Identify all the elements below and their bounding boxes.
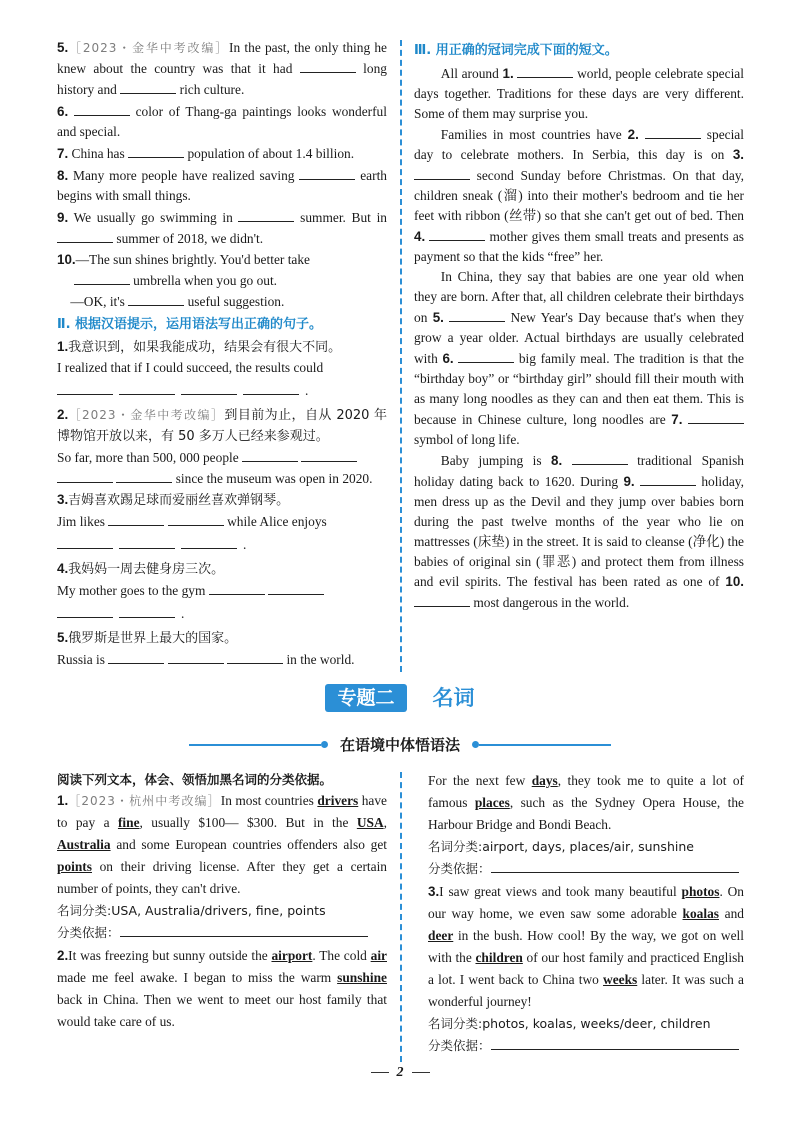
answer-blank[interactable] (209, 580, 265, 595)
column-divider-top (400, 40, 402, 672)
answer-blank[interactable] (168, 649, 224, 664)
answer-blank[interactable] (57, 534, 113, 549)
page-number: 2 (0, 1063, 800, 1083)
right-column-bottom (428, 770, 744, 1058)
source-tag: ［2023・金华中考改编］ (68, 41, 230, 55)
section-banner (0, 734, 800, 755)
example-2-continued: For the next few days, they took me to quite a lot of famous places, such as the Sydney Opera House, the Harbour Bridge and Bondi Beach. 名词分类:airport, days, places/air, sunshine 分类依据： (428, 773, 744, 876)
banner-line-left (189, 744, 321, 746)
answer-blank[interactable] (57, 228, 113, 243)
answer-blank[interactable] (238, 207, 294, 222)
topic-heading (0, 684, 800, 712)
sentence-2: 2.［2023・金华中考改编］到目前为止，自从 2020 年博物馆开放以来，有 50 多万人已经来参观过。 So far, more than 500, 000 people since the museum was open in 2020. (57, 407, 387, 486)
answer-blank[interactable] (243, 380, 299, 395)
banner-dot-right (472, 741, 479, 748)
answer-blank[interactable] (458, 348, 514, 363)
sentence-4: 4.我妈妈一周去健身房三次。 My mother goes to the gym . (57, 559, 387, 624)
answer-blank[interactable] (119, 603, 175, 618)
answer-blank[interactable] (517, 63, 573, 78)
answer-blank[interactable] (108, 511, 164, 526)
passage-paragraph-4: Baby jumping is 8. traditional Spanish holiday dating back to 1620. During 9. holiday, men dress up as the Devil and they jump over babies born during the past twelve months of the year who lie on mattresses (床垫) in the street. It is said to cleanse (净化) the babies of original sin (罪恶) and protect them from illness and evil spirits. The festival has been rated as one of 10. most dangerous in the world. (414, 450, 744, 613)
column-divider-bottom (400, 772, 402, 1062)
section-heading-3: Ⅲ. 用正确的冠词完成下面的短文。 (414, 43, 618, 58)
answer-blank[interactable] (120, 79, 176, 94)
question-10: 10.—The sun shines brightly. You'd better take umbrella when you go out. —OK, it's useful suggestion. (57, 252, 310, 309)
answer-blank[interactable] (181, 534, 237, 549)
question-5: 5.［2023・金华中考改编］In the past, the only thing he knew about the country was that it had long history and rich culture. (57, 40, 387, 97)
answer-line[interactable] (491, 1035, 739, 1050)
passage-paragraph-1: All around 1. world, people celebrate special days together. Traditions for these days are very different. Some of them may surprise you. (414, 63, 744, 124)
passage-paragraph-3: In China, they say that babies are one year old when they are born. After that, all children celebrate their birthdays on 5. New Year's Day because that's when they grow a year older. Actual birthdays are usually celebrated with 6. big family meal. The tradition is that the “birthday boy” or “birthday girl” should fill their mouth with as many long noodles as they can and then eat them. This is because in Chinese culture, long noodles are 7. symbol of long life. (414, 269, 744, 447)
answer-blank[interactable] (57, 468, 113, 483)
answer-blank[interactable] (74, 270, 130, 285)
topic-title: 名词 (432, 686, 475, 710)
answer-blank[interactable] (108, 649, 164, 664)
page-dash-left (371, 1072, 389, 1073)
sentence-1: 1.我意识到，如果我能成功，结果会有很大不同。 I realized that if I could succeed, the results could . (57, 339, 342, 398)
answer-blank[interactable] (429, 226, 485, 241)
answer-line[interactable] (491, 858, 739, 873)
page-dash-right (412, 1072, 430, 1073)
answer-blank[interactable] (414, 165, 470, 180)
answer-blank[interactable] (449, 307, 505, 322)
answer-blank[interactable] (645, 124, 701, 139)
topic-label: 专题二 (325, 684, 406, 712)
left-column-top (57, 38, 387, 671)
example-3: 3.I saw great views and took many beautiful photos. On our way home, we even saw some adorable koalas and deer in the bush. How cool! By the way, we got on well with the children of our host family and practiced English a lot. I went back to China two weeks later. It was such a wonderful journey! 名词分类:photos, koalas, weeks/deer, children 分类依据： (428, 884, 745, 1053)
answer-blank[interactable] (268, 580, 324, 595)
question-9: 9. We usually go swimming in summer. But in summer of 2018, we didn't. (57, 207, 387, 249)
answer-blank[interactable] (414, 592, 470, 607)
question-6: 6. color of Thang-ga paintings looks wonderful and special. (57, 101, 387, 142)
answer-blank[interactable] (242, 447, 298, 462)
section-heading-2: Ⅱ. 根据汉语提示，运用语法写出正确的句子。 (57, 317, 323, 332)
answer-blank[interactable] (119, 534, 175, 549)
banner-text: 在语境中体悟语法 (339, 735, 460, 754)
example-2: 2.It was freezing but sunny outside the airport. The cold air made me feel awake. I began to miss the warm sunshine back in China. Then we went to meet our host family that would take care of us. (57, 948, 387, 1029)
question-7: 7. China has population of about 1.4 billion. (57, 143, 387, 164)
answer-blank[interactable] (301, 447, 357, 462)
answer-blank[interactable] (688, 409, 744, 424)
answer-blank[interactable] (168, 511, 224, 526)
answer-blank[interactable] (57, 380, 113, 395)
answer-blank[interactable] (128, 143, 184, 158)
right-column-top (414, 38, 744, 613)
sentence-3: 3.吉姆喜欢踢足球而爱丽丝喜欢弹钢琴。 Jim likes while Alice enjoys . (57, 492, 327, 552)
answer-blank[interactable] (57, 603, 113, 618)
answer-blank[interactable] (227, 649, 283, 664)
banner-line-right (479, 744, 611, 746)
answer-blank[interactable] (300, 58, 356, 73)
answer-blank[interactable] (572, 450, 628, 465)
answer-blank[interactable] (181, 380, 237, 395)
answer-blank[interactable] (128, 291, 184, 306)
answer-blank[interactable] (119, 380, 175, 395)
passage-paragraph-2: Families in most countries have 2. special day to celebrate mothers. In Serbia, this day is on 3. second Sunday before Christmas. On that day, children sneak (溜) into their mother's bedroom and tie her feet with ribbon (丝带) so that she can't get out of bed. Then 4. mother gives them small treats and presents as payment so that the kids “free” her. (414, 124, 744, 267)
answer-line[interactable] (120, 922, 368, 937)
question-8: 8. Many more people have realized saving earth begins with small things. (57, 165, 387, 206)
instruction: 阅读下列文本，体会、领悟加黑名词的分类依据。 (57, 772, 333, 787)
sentence-5: 5.俄罗斯是世界上最大的国家。 Russia is in the world. (57, 630, 355, 667)
left-column-bottom (57, 770, 387, 1034)
answer-blank[interactable] (640, 471, 696, 486)
question-number: 5. (57, 40, 69, 55)
example-1: 1.［2023・杭州中考改编］In most countries drivers have to pay a fine, usually $100— $300. But in the USA, Australia and some European countries offenders also get points on their driving license. After they get a certain number of points, they can't drive. 名词分类:USA, Australia/drivers, fine, points 分类依据： (57, 793, 387, 940)
banner-dot-left (321, 741, 328, 748)
answer-blank[interactable] (116, 468, 172, 483)
answer-blank[interactable] (74, 101, 130, 116)
answer-blank[interactable] (299, 165, 355, 180)
